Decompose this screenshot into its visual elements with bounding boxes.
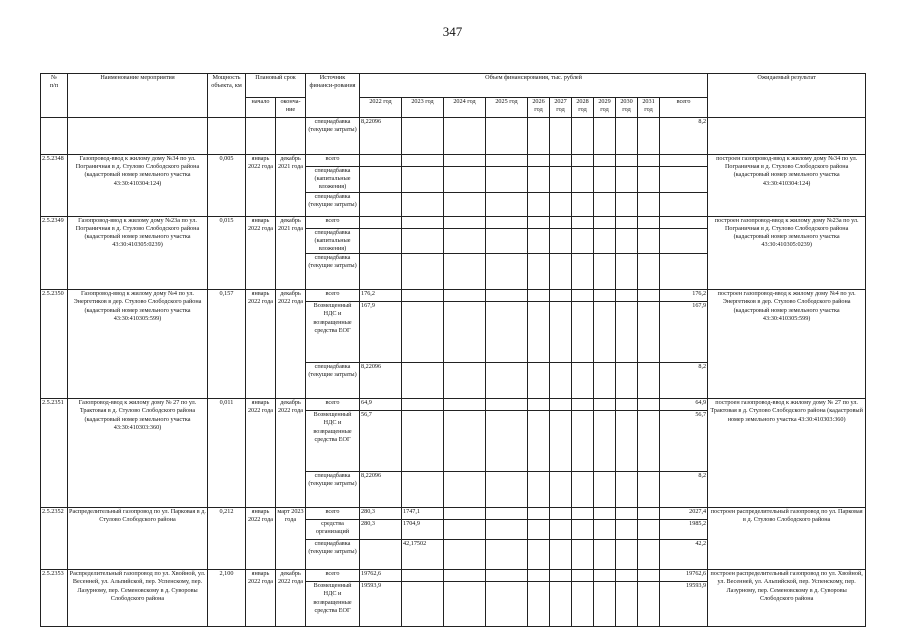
value-empty [486,167,528,193]
header-year: всего [660,98,708,118]
value-empty [638,228,660,254]
value-empty [616,472,638,508]
value-empty [444,472,486,508]
header-year: 2031 год [638,98,660,118]
funding-source: всего [306,399,360,411]
value-empty [444,302,486,363]
value-total: 1985,2 [660,520,708,540]
value-empty [528,508,550,520]
value-empty [444,520,486,540]
item-result: построен газопровод-ввод к жилому дому №23а по ул. Пограничная в д. Стулово Слободского района (кадастровый номер земельного участка 43:30:410305:0239) [708,216,866,290]
value-empty [638,520,660,540]
value-empty [616,290,638,302]
value-empty [528,192,550,216]
item-start: январь 2022 года [246,290,276,399]
item-name: Газопровод-ввод к жилому дому №4 по ул. Энергетиков в дер. Стулово Слободского района (кадастровый номер земельного участка 43:30:410305:599) [68,290,208,399]
header-year: 2023 год [402,98,444,118]
header-year: 2025 год [486,98,528,118]
value-empty [594,118,616,155]
value-empty [444,216,486,228]
value-empty [528,520,550,540]
item-name: Газопровод-ввод к жилому дому №23а по ул. Пограничная в д. Стулово Слободского района (кадастровый номер земельного участка 43:30:410305:0239) [68,216,208,290]
value-empty [594,508,616,520]
value-empty [572,472,594,508]
value-2023 [402,290,444,302]
header-period: Плановый срок [246,74,306,98]
item-end: декабрь 2021 года [276,155,306,217]
value-empty [550,520,572,540]
value-empty [486,228,528,254]
value-empty [528,472,550,508]
value-empty [444,290,486,302]
value-2023 [402,192,444,216]
value-empty [486,290,528,302]
value-empty [594,192,616,216]
value-2022 [360,167,402,193]
item-number [41,118,68,155]
value-2023 [402,472,444,508]
value-total: 19593,9 [660,582,708,627]
value-empty [528,399,550,411]
value-2023 [402,254,444,290]
value-empty [616,508,638,520]
item-name: Распределительный газопровод по ул. Парковая в д. Стулово Слободского района [68,508,208,570]
item-name: Газопровод-ввод к жилому дому №34 по ул. Пограничная в д. Стулово Слободского района (кадастровый номер земельного участка 43:30:410304:124) [68,155,208,217]
value-empty [550,290,572,302]
value-2023 [402,363,444,399]
item-end: декабрь 2021 года [276,216,306,290]
value-total: 167,9 [660,302,708,363]
value-empty [594,399,616,411]
value-empty [638,192,660,216]
value-empty [594,472,616,508]
value-empty [572,363,594,399]
header-end: оконча-ние [276,98,306,118]
value-empty [638,363,660,399]
item-start: январь 2022 года [246,216,276,290]
value-empty [572,167,594,193]
value-empty [572,508,594,520]
value-empty [616,570,638,582]
item-result: построен распределительный газопровод по ул. Хвойной, ул. Весенней, ул. Альпийской, пер. Успенскому, пер. Лазурному, пер. Семеновскому в д. Суворовы Слободского района [708,570,866,627]
value-total: 64,9 [660,399,708,411]
table-row [41,290,866,302]
header-year: 2028 год [572,98,594,118]
value-empty [616,118,638,155]
value-empty [550,155,572,167]
value-empty [444,167,486,193]
header-year: 2024 год [444,98,486,118]
value-2023 [402,167,444,193]
value-2022 [360,192,402,216]
value-2023: 42,17502 [402,540,444,570]
item-capacity: 2,100 [208,570,246,627]
item-number: 2.5.2348 [41,155,68,217]
item-number: 2.5.2352 [41,508,68,570]
item-result [708,118,866,155]
value-empty [528,570,550,582]
financing-table [40,73,866,627]
value-empty [444,508,486,520]
value-empty [616,582,638,627]
value-empty [616,540,638,570]
value-empty [572,399,594,411]
value-empty [594,290,616,302]
value-total: 56,7 [660,411,708,472]
funding-source: всего [306,570,360,582]
value-empty [638,254,660,290]
value-empty [638,167,660,193]
value-total: 8,2 [660,118,708,155]
value-empty [528,582,550,627]
value-empty [616,192,638,216]
value-total [660,254,708,290]
value-empty [572,570,594,582]
table-row [41,570,866,582]
funding-source: спецнадбавка (текущие затраты) [306,254,360,290]
value-empty [528,216,550,228]
value-empty [638,508,660,520]
value-total: 42,2 [660,540,708,570]
item-name [68,118,208,155]
value-empty [550,192,572,216]
funding-source: спецнадбавка (текущие затраты) [306,192,360,216]
value-empty [444,582,486,627]
value-empty [616,216,638,228]
value-empty [528,155,550,167]
header-year: 2029 год [594,98,616,118]
value-empty [616,520,638,540]
value-empty [528,167,550,193]
item-result: построен распределительный газопровод по ул. Парковая в д. Стулово Слободского района [708,508,866,570]
value-empty [638,540,660,570]
value-total [660,216,708,228]
header-year: 2030 год [616,98,638,118]
value-empty [528,228,550,254]
value-empty [444,399,486,411]
value-empty [486,411,528,472]
value-empty [550,399,572,411]
value-empty [572,411,594,472]
value-2023 [402,399,444,411]
value-empty [594,155,616,167]
value-empty [616,411,638,472]
value-total [660,155,708,167]
value-2022: 19593,9 [360,582,402,627]
funding-source: спецнадбавка (текущие затраты) [306,540,360,570]
header-year: 2027 год [550,98,572,118]
value-empty [616,302,638,363]
value-2022: 8,22096 [360,472,402,508]
page-number: 347 [442,24,463,39]
header-finance: Объем финансирования, тыс. рублей [360,74,708,98]
value-total [660,167,708,193]
value-empty [528,290,550,302]
item-capacity: 0,011 [208,399,246,508]
item-capacity: 0,015 [208,216,246,290]
value-empty [594,582,616,627]
value-empty [572,582,594,627]
value-empty [572,155,594,167]
item-result: построен газопровод-ввод к жилому дому № 27 по ул. Трактовая в д. Стулово Слободского района (кадастровый номер земельного участка 43:30:410303:360) [708,399,866,508]
value-empty [486,540,528,570]
value-empty [486,472,528,508]
funding-source: всего [306,508,360,520]
value-2023 [402,411,444,472]
value-empty [638,302,660,363]
funding-source: Возмещенный НДС и возвращенные средства ЕОГ [306,302,360,363]
funding-source: Возмещенный НДС и возвращенные средства ЕОГ [306,411,360,472]
value-2023 [402,228,444,254]
value-empty [594,570,616,582]
value-2022 [360,254,402,290]
value-empty [528,540,550,570]
value-2022: 8,22096 [360,363,402,399]
value-empty [528,302,550,363]
value-empty [444,155,486,167]
value-2023 [402,118,444,155]
value-total: 8,2 [660,363,708,399]
funding-source: средства организаций [306,520,360,540]
item-result: построен газопровод-ввод к жилому дому №4 по ул. Энергетиков в дер. Стулово Слободского района (кадастровый номер земельного участка 43:30:410305:599) [708,290,866,399]
value-empty [572,520,594,540]
value-empty [550,411,572,472]
value-empty [550,570,572,582]
value-empty [486,155,528,167]
value-empty [550,167,572,193]
item-capacity [208,118,246,155]
value-2022: 176,2 [360,290,402,302]
value-empty [594,411,616,472]
value-empty [486,508,528,520]
value-2022 [360,228,402,254]
value-2022: 19762,6 [360,570,402,582]
item-end: декабрь 2022 года [276,570,306,627]
value-empty [572,254,594,290]
value-empty [486,302,528,363]
value-empty [486,582,528,627]
funding-source: спецнадбавка (текущие затраты) [306,472,360,508]
value-total [660,192,708,216]
header-year: 2026 год [528,98,550,118]
value-2023: 1704,9 [402,520,444,540]
value-2022 [360,216,402,228]
table-row [41,216,866,228]
value-total: 2027,4 [660,508,708,520]
funding-source: спецнадбавка (капитальные вложения) [306,167,360,193]
funding-source: всего [306,216,360,228]
value-empty [486,118,528,155]
value-empty [638,582,660,627]
value-2023: 1747,1 [402,508,444,520]
value-2022: 280,3 [360,520,402,540]
value-empty [550,363,572,399]
value-2022: 56,7 [360,411,402,472]
header-source: Источник финанси-рования [306,74,360,118]
value-empty [572,118,594,155]
value-empty [638,290,660,302]
value-empty [616,254,638,290]
item-capacity: 0,157 [208,290,246,399]
header-capacity: Мощность объекта, км [208,74,246,118]
table-row [41,399,866,411]
item-end [276,118,306,155]
funding-source: спецнадбавка (текущие затраты) [306,118,360,155]
value-total: 8,2 [660,472,708,508]
value-empty [444,118,486,155]
value-empty [594,540,616,570]
value-empty [486,399,528,411]
value-empty [638,411,660,472]
funding-source: всего [306,155,360,167]
value-empty [486,192,528,216]
item-result: построен газопровод-ввод к жилому дому №34 по ул. Пограничная в д. Стулово Слободского района (кадастровый номер земельного участка 43:30:410304:124) [708,155,866,217]
table-row [41,118,866,155]
value-empty [572,192,594,216]
item-number: 2.5.2353 [41,570,68,627]
funding-source: Возмещенный НДС и возвращенные средства ЕОГ [306,582,360,627]
value-empty [616,155,638,167]
value-empty [444,228,486,254]
item-number: 2.5.2350 [41,290,68,399]
item-start: январь 2022 года [246,508,276,570]
value-empty [550,216,572,228]
value-empty [550,254,572,290]
item-name: Газопровод-ввод к жилому дому № 27 по ул. Трактовая в д. Стулово Слободского района (кадастровый номер земельного участка 43:30:410303:360) [68,399,208,508]
value-empty [572,228,594,254]
item-end: декабрь 2022 года [276,399,306,508]
value-empty [594,302,616,363]
value-empty [594,520,616,540]
value-empty [616,363,638,399]
funding-source: спецнадбавка (капитальные вложения) [306,228,360,254]
item-start: январь 2022 года [246,399,276,508]
value-empty [486,363,528,399]
value-empty [638,118,660,155]
value-2022: 167,9 [360,302,402,363]
value-empty [638,155,660,167]
header-year: 2022 год [360,98,402,118]
value-2022: 280,3 [360,508,402,520]
header-num: № п/п [41,74,68,118]
value-2022: 8,22096 [360,118,402,155]
value-empty [572,302,594,363]
value-empty [638,399,660,411]
value-2023 [402,216,444,228]
item-start: январь 2022 года [246,155,276,217]
value-empty [594,228,616,254]
value-empty [486,216,528,228]
value-2023 [402,302,444,363]
item-name: Распределительный газопровод по ул. Хвойной, ул. Весенней, ул. Альпийской, пер. Успенскому, пер. Лазурному, пер. Семеновскому в д. Суворовы Слободского района [68,570,208,627]
value-empty [594,363,616,399]
table-row [41,155,866,167]
value-empty [550,118,572,155]
value-empty [486,520,528,540]
value-empty [594,167,616,193]
value-empty [444,411,486,472]
item-start [246,118,276,155]
value-empty [550,540,572,570]
value-empty [444,540,486,570]
value-total: 19762,6 [660,570,708,582]
value-empty [550,472,572,508]
value-empty [550,302,572,363]
item-number: 2.5.2351 [41,399,68,508]
value-2023 [402,582,444,627]
value-empty [444,363,486,399]
item-number: 2.5.2349 [41,216,68,290]
value-empty [528,118,550,155]
item-capacity: 0,005 [208,155,246,217]
value-empty [616,399,638,411]
header-start: начало [246,98,276,118]
value-empty [550,228,572,254]
value-empty [550,582,572,627]
value-empty [572,540,594,570]
value-empty [444,192,486,216]
value-2023 [402,570,444,582]
value-empty [594,254,616,290]
value-empty [616,228,638,254]
item-end: декабрь 2022 года [276,290,306,399]
value-total [660,228,708,254]
item-capacity: 0,212 [208,508,246,570]
value-2022 [360,540,402,570]
value-empty [638,570,660,582]
value-empty [444,570,486,582]
value-2022 [360,155,402,167]
value-empty [572,290,594,302]
value-empty [638,472,660,508]
value-empty [486,254,528,290]
table-row [41,508,866,520]
funding-source: спецнадбавка (текущие затраты) [306,363,360,399]
item-start: январь 2022 года [246,570,276,627]
header-result: Ожидаемый результат [708,74,866,118]
value-empty [594,216,616,228]
item-end: март 2023 года [276,508,306,570]
value-empty [638,216,660,228]
value-empty [528,411,550,472]
value-empty [616,167,638,193]
value-empty [486,570,528,582]
value-2022: 64,9 [360,399,402,411]
value-empty [444,254,486,290]
value-empty [550,508,572,520]
funding-source: всего [306,290,360,302]
header-name: Наименование мероприятия [68,74,208,118]
value-total: 176,2 [660,290,708,302]
value-empty [528,254,550,290]
value-empty [572,216,594,228]
value-2023 [402,155,444,167]
value-empty [528,363,550,399]
